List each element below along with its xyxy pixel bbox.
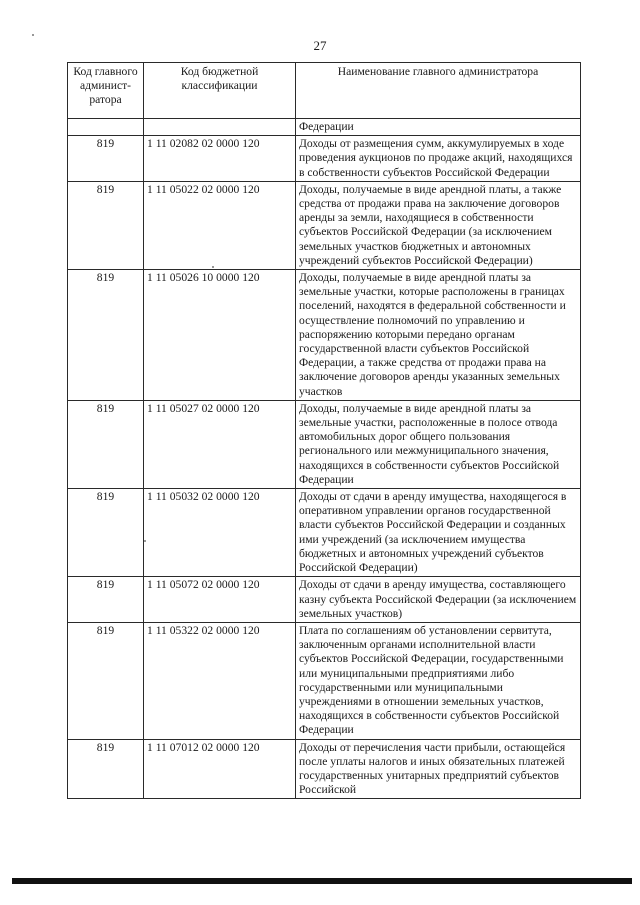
admin-name-cell: Доходы, получаемые в виде арендной платы за земельные участки, расположенные в полосе отвода автомобильных дорог общего пользования регионального или межмуниципального значения, находящихся в собственности субъектов Российской Федерации — [296, 400, 581, 488]
budget-code-cell: 1 11 07012 02 0000 120 — [144, 739, 296, 799]
header-admin-name: Наименование главного администратора — [296, 63, 581, 119]
table-row — [68, 577, 581, 623]
budget-code-cell: 1 11 05022 02 0000 120 — [144, 181, 296, 269]
admin-code-cell: 819 — [68, 577, 144, 623]
budget-code-cell: 1 11 05072 02 0000 120 — [144, 577, 296, 623]
header-admin-code: Код главного админист-ратора — [68, 63, 144, 119]
admin-name-cell: Плата по соглашениям об установлении сервитута, заключенным органами исполнительной власти субъектов Российской Федерации, государственными или муниципальными предприятиями либо государственными или муниципальными учреждениями в отношении земельных участков, находящихся в собственности субъектов Российской Федерации — [296, 622, 581, 739]
page-number: 27 — [313, 38, 327, 53]
admin-name-cell: Доходы, получаемые в виде арендной платы, а также средства от продажи права на заключение договоров аренды за земли, находящиеся в собственности субъектов Российской Федерации (за исключением земельных участков бюджетных и автономных учреждений субъектов Российской Федерации) — [296, 181, 581, 269]
admin-name-cell: Доходы от перечисления части прибыли, остающейся после уплаты налогов и иных обязательных платежей государственных унитарных предприятий субъектов Российской — [296, 739, 581, 799]
budget-code-cell: 1 11 05322 02 0000 120 — [144, 622, 296, 739]
admin-code-cell: 819 — [68, 622, 144, 739]
admin-name-cell: Доходы, получаемые в виде арендной платы за земельные участки, которые расположены в границах поселений, находятся в федеральной собственности и осуществление полномочий по управлению и распоряжению которыми передано органам государственной власти субъектов Российской Федерации, а также средства от продажи права на заключение договоров аренды указанных земельных участков — [296, 270, 581, 401]
continuation-name-cell: Федерации — [296, 119, 581, 136]
budget-classification-table — [67, 62, 581, 799]
admin-code-cell: 819 — [68, 181, 144, 269]
table-row — [68, 136, 581, 182]
admin-code-cell: 819 — [68, 400, 144, 488]
continuation-row — [68, 119, 581, 136]
budget-code-cell: 1 11 02082 02 0000 120 — [144, 136, 296, 182]
admin-name-cell: Доходы от сдачи в аренду имущества, составляющего казну субъекта Российской Федерации (за исключением земельных участков) — [296, 577, 581, 623]
header-budget-code: Код бюджетной классификации — [144, 63, 296, 119]
continuation-kbk-cell — [144, 119, 296, 136]
table-row — [68, 489, 581, 577]
scan-bottom-bar — [12, 878, 632, 884]
admin-code-cell: 819 — [68, 136, 144, 182]
admin-code-cell: 819 — [68, 270, 144, 401]
table-row — [68, 739, 581, 799]
budget-code-cell: 1 11 05032 02 0000 120 — [144, 489, 296, 577]
table-header-row — [68, 63, 581, 119]
admin-name-cell: Доходы от сдачи в аренду имущества, находящегося в оперативном управлении органов государственной власти субъектов Российской Федерации и созданных ими учреждений (за исключением имущества бюджетных и автономных учреждений субъектов Российской Федерации) — [296, 489, 581, 577]
admin-name-cell: Доходы от размещения сумм, аккумулируемых в ходе проведения аукционов по продаже акций, находящихся в собственности субъектов Российской Федерации — [296, 136, 581, 182]
table-row — [68, 622, 581, 739]
scan-speck — [32, 34, 34, 36]
table-row — [68, 181, 581, 269]
budget-code-cell: 1 11 05026 10 0000 120 — [144, 270, 296, 401]
admin-code-cell: 819 — [68, 739, 144, 799]
continuation-code-cell — [68, 119, 144, 136]
scan-speck — [212, 266, 214, 268]
table-row — [68, 270, 581, 401]
admin-code-cell: 819 — [68, 489, 144, 577]
table-row — [68, 400, 581, 488]
scan-speck — [144, 540, 146, 542]
budget-code-cell: 1 11 05027 02 0000 120 — [144, 400, 296, 488]
